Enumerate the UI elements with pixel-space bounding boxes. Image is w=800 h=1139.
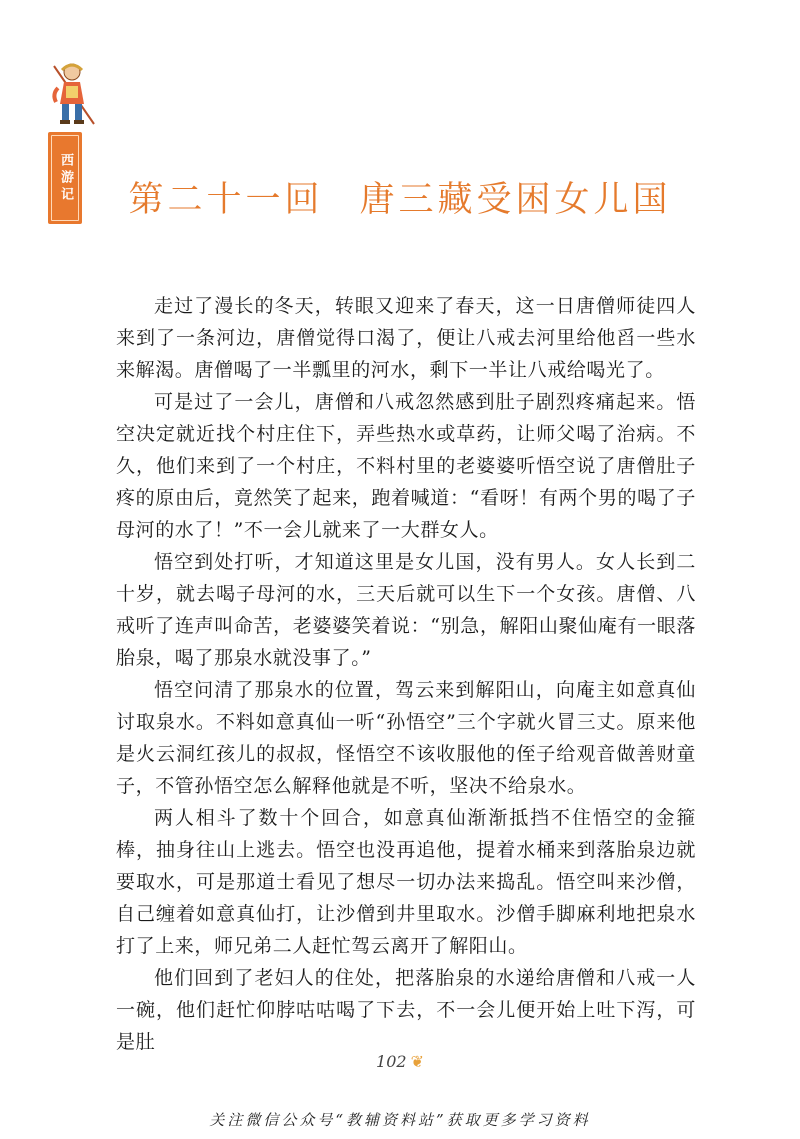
chapter-heading xyxy=(0,172,800,222)
paragraph: 可是过了一会儿，唐僧和八戒忽然感到肚子剧烈疼痛起来。悟空决定就近找个村庄住下，弄些热水或草药，让师父喝了治病。不久，他们来到了一个村庄，不料村里的老婆婆听悟空说了唐僧肚子疼的原由后，竟然笑了起来，跑着喊道：“看呀！有两个男的喝了子母河的水了！”不一会儿就来了一大群女人。 xyxy=(116,391,696,541)
paragraph: 他们回到了老妇人的住处，把落胎泉的水递给唐僧和八戒一人一碗，他们赶忙仰脖咕咕喝了下去，不一会儿便开始上吐下泻，可是肚 xyxy=(116,967,696,1053)
page-number xyxy=(0,1052,800,1071)
page-number-value: 102 xyxy=(376,1052,407,1071)
book-title-label: 西游记 xyxy=(58,152,73,204)
chapter-title: 唐三藏受困女儿国 xyxy=(359,180,672,220)
paragraph: 悟空到处打听，才知道这里是女儿国，没有男人。女人长到二十岁，就去喝子母河的水，三天后就可以生下一个女孩。唐僧、八戒听了连声叫命苦，老婆婆笑着说：“别急，解阳山聚仙庵有一眼落胎泉，喝了那泉水就没事了。” xyxy=(116,551,696,669)
paragraph: 两人相斗了数十个回合，如意真仙渐渐抵挡不住悟空的金箍棒，抽身往山上逃去。悟空也没再追他，提着水桶来到落胎泉边就要取水，可是那道士看见了想尽一切办法来捣乱。悟空叫来沙僧，自己缠着如意真仙打，让沙僧到井里取水。沙僧手脚麻利地把泉水打了上来，师兄弟二人赶忙驾云离开了解阳山。 xyxy=(116,807,696,957)
chapter-number: 第二十一回 xyxy=(128,180,324,220)
leaf-icon: ❦ xyxy=(410,1052,424,1071)
chapter-body xyxy=(116,290,696,1058)
paragraph: 走过了漫长的冬天，转眼又迎来了春天，这一日唐僧师徒四人来到了一条河边，唐僧觉得口渴了，便让八戒去河里给他舀一些水来解渴。唐僧喝了一半瓢里的河水，剩下一半让八戒给喝光了。 xyxy=(116,295,696,381)
paragraph: 悟空问清了那泉水的位置，驾云来到解阳山，向庵主如意真仙讨取泉水。不料如意真仙一听“孙悟空”三个字就火冒三丈。原来他是火云洞红孩儿的叔叔，怪悟空不该收服他的侄子给观音做善财童子，不管孙悟空怎么解释他就是不听，坚决不给泉水。 xyxy=(116,679,696,797)
footer-watermark: 关注微信公众号“教辅资料站”获取更多学习资料 xyxy=(209,1111,591,1129)
monkey-king-icon xyxy=(48,58,100,128)
